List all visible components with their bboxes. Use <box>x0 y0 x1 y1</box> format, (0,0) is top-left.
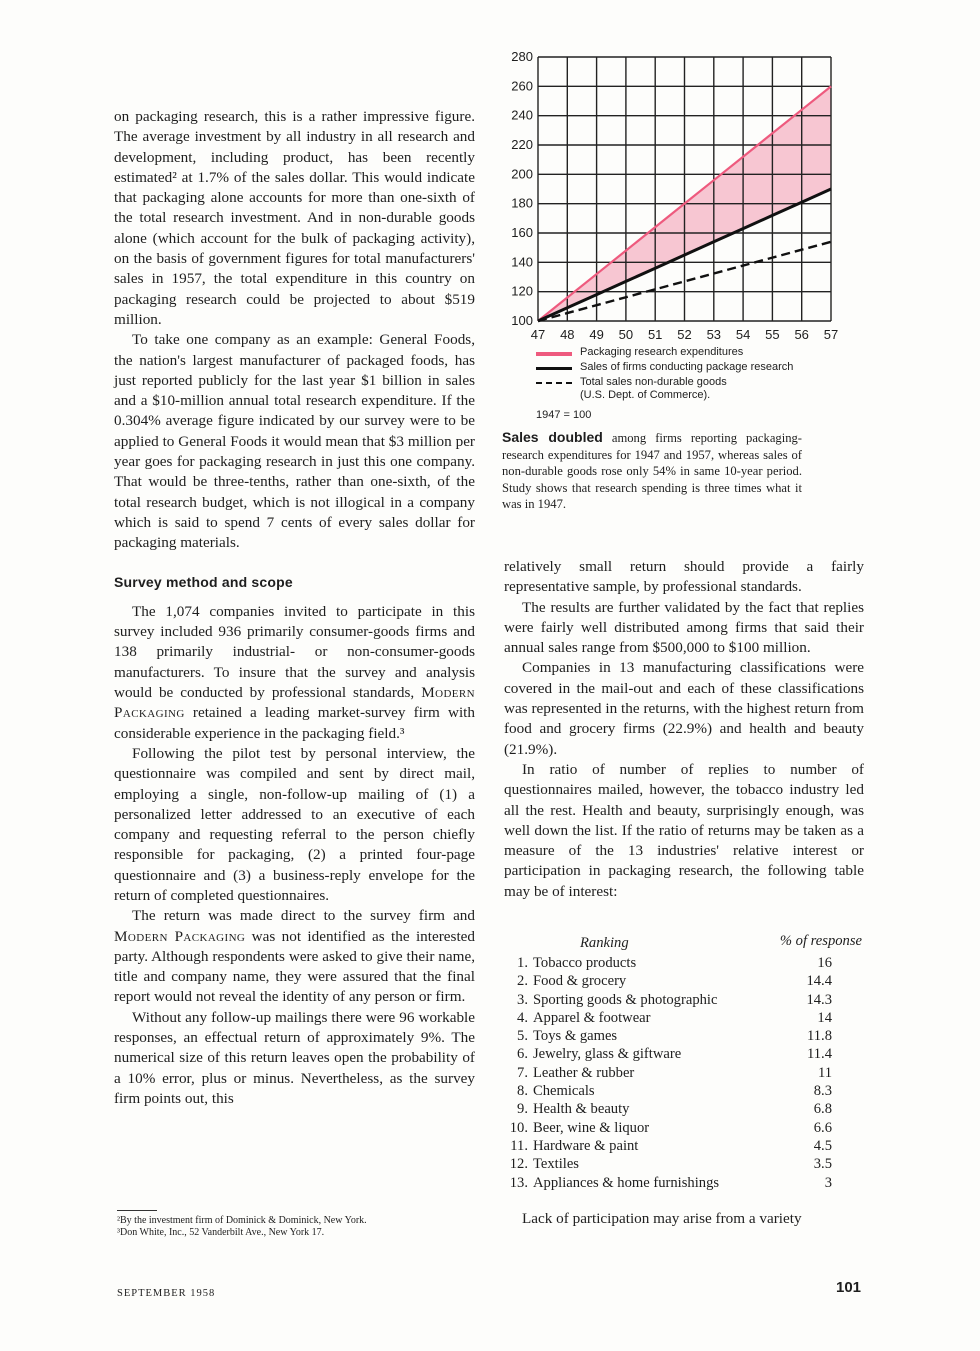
ranking-header-left: Ranking <box>580 935 629 951</box>
ranking-value: 14.3 <box>806 991 832 1008</box>
ranking-industry: Health & beauty <box>533 1101 630 1118</box>
ranking-value: 3 <box>824 1174 832 1191</box>
body-paragraph: The return was made direct to the survey firm and Modern Packaging was not identified as the interested party. Although respondents were asked to give their name, title and company name, they were assured that the final report would not reveal the identity of any person or firm. <box>114 907 475 1006</box>
body-paragraph: on packaging research, this is a rather impressive figure. The average investment by all industry in all research and development, including product, has been recently estimated² at 1.7% of the sales dollar. This would indicate that packaging alone accounts for more than one-sixth of the total research investment. And in non-durable goods alone (which account for the bulk of packaging activity), on the basis of government figures for total manufacturers' sales in 1957, the total expenditure in this country on packaging research could be projected to about $519 million. <box>114 108 475 328</box>
ranking-industry: Toys & games <box>533 1028 618 1045</box>
table-row <box>508 1028 868 1046</box>
table-row <box>508 1138 868 1156</box>
table-row <box>508 1175 868 1193</box>
ranking-value: 4.5 <box>813 1137 832 1154</box>
body-paragraph: Lack of participation may arise from a variety <box>522 1210 802 1227</box>
ranking-value: 14 <box>817 1009 832 1026</box>
caption-text: among firms reporting packaging-research expenditures for 1947 and 1957, whereas sales of non-durable goods rose only 54% in same 10-year period. Study shows that research spending is three times what it was in 1947. <box>502 431 802 512</box>
ranking-industry: Appliances & home furnishings <box>533 1174 720 1191</box>
ranking-value: 11.4 <box>807 1046 832 1063</box>
ranking-industry: Beer, wine & liquor <box>533 1119 650 1136</box>
ranking-value: 3.5 <box>813 1156 832 1173</box>
x-tick-label: 47 <box>530 327 546 342</box>
legend-item <box>536 346 793 359</box>
legend-label: Packaging research expenditures <box>580 346 744 358</box>
y-tick-label: 140 <box>511 254 533 270</box>
legend-label: Sales of firms conducting package research <box>580 361 794 373</box>
y-tick-label: 240 <box>511 107 533 123</box>
body-paragraph: relatively small return should provide a fairly representative sample, by professional standards. <box>504 558 864 596</box>
legend-label-sub: (U.S. Dept. of Commerce). <box>580 389 711 401</box>
body-paragraph: To take one company as an example: General Foods, the nation's largest manufacturer of packaged foods, has just reported publicly for the last year $1 billion in sales and a $10-million annual total research expenditure. If the 0.304% average figure indicated by our survey were to be applied to General Foods it would mean that $3 million per year goes for packaging research in just this one company. That would be three-tenths, rather than one-sixth, of the total research budget, which is not illogical in a company which is said to spend 7 cents of every sales dollar for packaging materials. <box>114 331 475 552</box>
legend-item <box>536 361 793 374</box>
ranking-value: 6.8 <box>813 1101 832 1118</box>
y-tick-label: 280 <box>511 49 533 64</box>
table-row <box>508 1046 868 1064</box>
body-paragraph: Following the pilot test by personal interview, the questionnaire was compiled and sent by direct mail, employing a single, non-follow-up mailing of (1) a personalized letter addressed to an executive of each company and requesting referral to the person chiefly responsible for packaging, (2) a printed four-page questionnaire and (3) a business-reply envelope for the return of completed questionnaires. <box>114 744 475 904</box>
table-row <box>508 955 868 973</box>
ranking-value: 14.4 <box>806 973 832 990</box>
legend-label: Total sales non-durable goods <box>580 376 727 388</box>
ranking-rank: 4. <box>517 1009 528 1026</box>
x-tick-label: 52 <box>677 327 692 342</box>
legend-item <box>536 376 793 402</box>
ranking-rank: 11. <box>510 1137 528 1154</box>
ranking-value: 16 <box>817 955 832 971</box>
footnote-rule <box>117 1210 157 1211</box>
body-paragraph: Without any follow-up mailings there were 96 workable responses, an effectual return of approximately 9%. The numerical size of this return leaves open the probability of a 10% error, plus or minus. Nevertheless, as the survey firm points out, this <box>114 1008 475 1107</box>
x-tick-label: 56 <box>794 327 809 342</box>
table-row <box>508 1120 868 1138</box>
ranking-industry: Chemicals <box>533 1083 595 1100</box>
y-tick-label: 260 <box>511 78 533 94</box>
ranking-rank: 13. <box>509 1174 528 1191</box>
ranking-rank: 8. <box>517 1083 528 1100</box>
table-row <box>508 1083 868 1101</box>
ranking-industry: Apparel & footwear <box>533 1009 651 1026</box>
footnote: ³Don White, Inc., 52 Vanderbilt Ave., New York 17. <box>117 1226 325 1238</box>
ranking-value: 8.3 <box>813 1083 832 1100</box>
x-tick-label: 54 <box>735 327 751 342</box>
legend-swatch-solid <box>536 367 572 370</box>
y-tick-label: 220 <box>511 137 533 152</box>
chart-caption <box>502 429 802 513</box>
table-row <box>508 1156 868 1174</box>
table-row <box>508 992 868 1010</box>
ranking-rank: 2. <box>517 973 528 990</box>
x-tick-label: 57 <box>823 327 839 342</box>
table-row <box>508 1101 868 1119</box>
ranking-rank: 5. <box>517 1028 528 1045</box>
x-tick-label: 50 <box>618 327 634 342</box>
body-paragraph: Companies in 13 manufacturing classifications were covered in the mail-out and each of these classifications was represented in the returns, with the highest return from food and grocery firms (22.9%) and health and beauty (21.9%). <box>504 659 864 758</box>
ranking-rank: 10. <box>509 1119 528 1136</box>
footnote: ²By the investment firm of Dominick & Dominick, New York. <box>117 1215 367 1226</box>
body-paragraph: The results are further validated by the fact that replies were fairly well distributed among firms that said their annual sales range from $500,000 to $100 million. <box>504 598 864 657</box>
y-tick-label: 100 <box>511 313 533 328</box>
body-paragraph: The 1,074 companies invited to participate in this survey included 936 primarily consumer-goods firms and 138 primarily industrial- or non-consumer-goods manufacturers. To insure that the survey and analysis would be conducted by professional standards, Modern Packaging retained a leading market-survey firm with considerable experience in the packaging field.³ <box>114 602 475 742</box>
ranking-rank: 6. <box>517 1046 528 1063</box>
ranking-industry: Sporting goods & photographic <box>533 991 718 1008</box>
caption-lead: Sales doubled <box>502 429 603 445</box>
ranking-header <box>508 931 868 955</box>
ranking-value: 11 <box>817 1064 832 1081</box>
ranking-rows <box>508 955 868 1193</box>
legend-swatch-pink <box>536 352 572 356</box>
base-note: 1947 = 100 <box>536 409 592 421</box>
x-tick-label: 49 <box>589 327 604 342</box>
ranking-industry: Jewelry, glass & giftware <box>533 1046 682 1063</box>
ranking-rank: 7. <box>517 1064 528 1081</box>
ranking-industry: Hardware & paint <box>533 1137 639 1154</box>
legend-swatch-dashed <box>536 382 572 384</box>
ranking-industry: Leather & rubber <box>533 1064 635 1081</box>
chart-legend <box>536 346 793 404</box>
chart-svg <box>498 42 858 352</box>
footer-date: SEPTEMBER 1958 <box>117 1288 216 1299</box>
y-tick-label: 120 <box>511 283 533 299</box>
x-tick-label: 53 <box>706 327 722 342</box>
ranking-rank: 9. <box>517 1101 528 1118</box>
ranking-table <box>508 931 868 1193</box>
table-row <box>508 973 868 991</box>
page-number: 101 <box>836 1279 862 1296</box>
ranking-industry: Textiles <box>533 1156 579 1173</box>
ranking-value: 11.8 <box>807 1028 832 1045</box>
ranking-value: 6.6 <box>813 1119 832 1136</box>
left-column <box>114 107 475 1109</box>
ranking-industry: Food & grocery <box>533 973 627 990</box>
table-row <box>508 1010 868 1028</box>
y-tick-label: 160 <box>511 225 533 240</box>
ranking-rank: 12. <box>509 1156 528 1173</box>
table-row <box>508 1065 868 1083</box>
ranking-rank: 1. <box>517 955 528 971</box>
x-tick-label: 55 <box>765 327 780 342</box>
right-column <box>504 557 864 902</box>
ranking-rank: 3. <box>517 991 528 1008</box>
sales-chart <box>498 42 858 352</box>
ranking-industry: Tobacco products <box>533 955 637 971</box>
body-paragraph: In ratio of number of replies to number of questionnaires mailed, however, the tobacco industry led all the rest. Health and beauty, surprisingly enough, was well down the list. If the ratio of returns may be taken as a measure of the 13 industries' relative interest or participation in packaging research, the following table may be of interest: <box>504 760 864 900</box>
footnotes <box>117 1215 367 1238</box>
x-tick-label: 48 <box>560 327 575 342</box>
ranking-header-right: % of response <box>779 933 862 949</box>
y-tick-label: 180 <box>511 195 533 211</box>
section-heading: Survey method and scope <box>114 573 293 590</box>
y-tick-label: 200 <box>511 166 533 182</box>
x-tick-label: 51 <box>647 327 663 342</box>
